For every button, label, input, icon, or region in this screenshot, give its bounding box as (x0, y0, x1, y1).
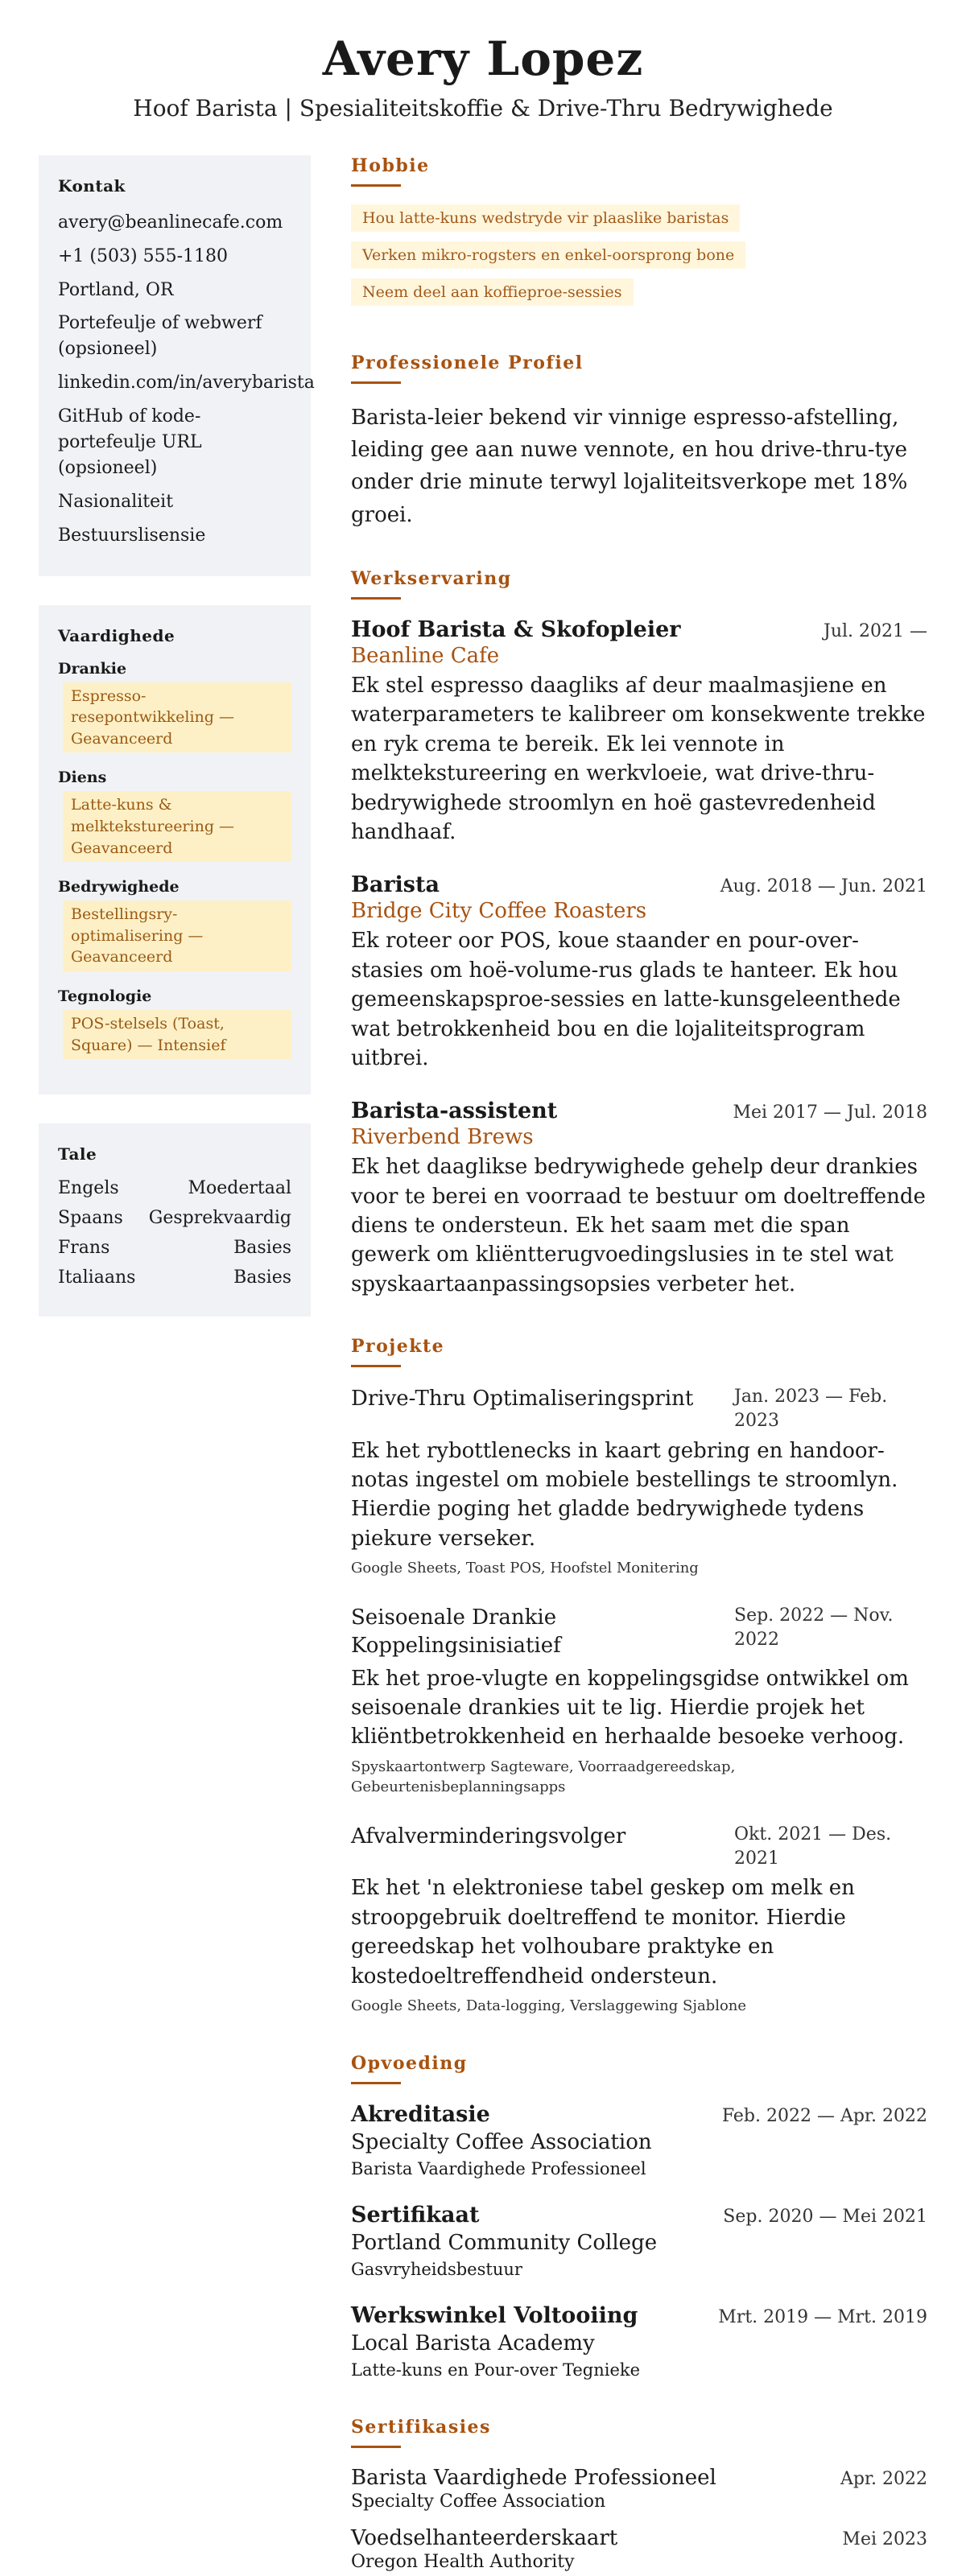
education-date: Mrt. 2019 — Mrt. 2019 (718, 2307, 927, 2328)
skill-tag: Latte-kuns & melktekstureering — Geavanceerd (63, 791, 291, 862)
education-school: Specialty Coffee Association (351, 2130, 652, 2155)
project-tools: Spyskaartontwerp Sagteware, Voorraadgereedskap, Gebeurtenisbeplanningsapps (351, 1758, 736, 1795)
experience-section (351, 568, 927, 1299)
skill-tag: Espresso-resepontwikkeling — Geavanceerd (63, 682, 291, 753)
skill-tag: Bestellingsry-optimalisering — Geavanceerd (63, 901, 291, 971)
education-note: Gasvryheidsbestuur (351, 2260, 522, 2280)
profile-section (351, 352, 927, 531)
section-title: Professionele Profiel (351, 352, 584, 373)
hobby-tag: Neem deel aan koffieproe-sessies (351, 278, 634, 306)
resume-header (0, 0, 966, 122)
job-date: Aug. 2018 — Jun. 2021 (720, 876, 927, 897)
skill-group (58, 769, 291, 862)
certification-name: Barista Vaardighede Professioneel (351, 2466, 716, 2491)
contact-location: Portland, OR (58, 279, 174, 300)
contact-card (39, 155, 315, 576)
main-content (351, 155, 927, 2576)
section-title: Sertifikasies (351, 2417, 491, 2438)
skill-tag: POS-stelsels (Toast, Square) — Intensief (63, 1010, 291, 1059)
contact-license: Bestuurslisensie (58, 525, 206, 546)
job-title: Barista-assistent (351, 1098, 558, 1124)
education-school: Portland Community College (351, 2231, 658, 2256)
job-company: Beanline Cafe (351, 643, 500, 668)
language-name: Spaans (58, 1208, 123, 1229)
language-level: Moedertaal (188, 1178, 291, 1199)
contact-linkedin[interactable]: linkedin.com/in/averybarista (58, 373, 315, 394)
hobbies-section (351, 155, 927, 315)
project-tools: Google Sheets, Data-logging, Verslaggewing Sjablone (351, 1997, 747, 2015)
education-entry (351, 2203, 927, 2279)
profile-summary: Barista-leier bekend vir vinnige espresso-afstelling, leiding gee aan nuwe vennote, en hou drive-thru-tye onder drie minute terwyl lojaliteitsverkope met 18% groei. (351, 405, 908, 527)
contact-email[interactable]: avery@beanlinecafe.com (58, 212, 283, 233)
language-name: Italiaans (58, 1267, 136, 1288)
language-row (58, 1208, 291, 1228)
skill-category: Diens (58, 769, 107, 787)
project-entry (351, 1604, 927, 1797)
hobby-tag: Hou latte-kuns wedstryde vir plaaslike baristas (351, 204, 740, 232)
skill-category: Tegnologie (58, 987, 152, 1005)
language-row (58, 1238, 291, 1258)
certification-date: Mei 2023 (842, 2529, 927, 2550)
skill-category: Drankie (58, 659, 127, 678)
certifications-section (351, 2417, 927, 2572)
hobby-tag: Verken mikro-rogsters en enkel-oorsprong bone (351, 241, 745, 269)
skill-group (58, 660, 291, 753)
job-entry (351, 1098, 927, 1299)
certification-org: Oregon Health Authority (351, 2552, 575, 2573)
job-description: Ek roteer oor POS, koue staander en pour-over-stasies om hoë-volume-rus glads te hanteer. Ek hou gemeenskapsproe-sessies en latte-kunsgeleenthede wat betrokkenheid bou en die lojaliteitsprogram uitbrei. (351, 929, 901, 1070)
skill-category: Bedrywighede (58, 878, 180, 896)
education-title: Werkswinkel Voltooiing (351, 2303, 638, 2329)
language-row (58, 1178, 291, 1198)
project-description: Ek het rybottlenecks in kaart gebring en handoor-notas ingestel om mobiele bestellings te stroomlyn. Hierdie poging het gladde bedrywighede tydens piekure verseker. (351, 1438, 898, 1551)
job-entry (351, 872, 927, 1073)
section-title: Projekte (351, 1336, 445, 1358)
project-entry (351, 1823, 927, 2016)
languages-card (39, 1123, 311, 1317)
job-date: Mei 2017 — Jul. 2018 (733, 1103, 927, 1123)
resume-layout (0, 155, 966, 2576)
section-title: Werkservaring (351, 567, 512, 589)
section-divider (351, 1365, 401, 1367)
contact-nationality: Nasionaliteit (58, 491, 174, 512)
language-name: Frans (58, 1238, 110, 1259)
languages-title: Tale (58, 1144, 97, 1164)
project-title: Afvalverminderingsvolger (351, 1824, 626, 1849)
education-section (351, 2053, 927, 2380)
section-divider (351, 381, 401, 384)
project-description: Ek het proe-vlugte en koppelingsgidse ontwikkel om seisoenale drankies uit te lig. Hierdie projek het kliëntbetrokkenheid en herhaalde besoeke verhoog. (351, 1666, 909, 1750)
education-title: Akreditasie (351, 2102, 490, 2128)
project-entry (351, 1385, 927, 1578)
job-company: Bridge City Coffee Roasters (351, 899, 647, 924)
section-divider (351, 597, 401, 600)
candidate-subtitle: Hoof Barista | Spesialiteitskoffie & Drive-Thru Bedrywighede (133, 94, 833, 122)
contact-portfolio: Portefeulje of webwerf (opsioneel) (58, 313, 262, 360)
job-description: Ek het daaglikse bedrywighede gehelp deur drankies voor te berei en voorraad te bestuur om doeltreffende diens te ondersteun. Ek het saam met die span gewerk om kliëntterugvoedingslusies in te stel wat spyskaartaanpassingsopsies verbeter het. (351, 1155, 926, 1296)
education-entry (351, 2303, 927, 2380)
contact-title: Kontak (58, 175, 126, 196)
job-title: Hoof Barista & Skofopleier (351, 616, 681, 642)
certification-name: Voedselhanteerderskaart (351, 2526, 618, 2551)
project-title: Seisoenale Drankie Koppelingsinisiatief (351, 1605, 561, 1659)
project-title: Drive-Thru Optimaliseringsprint (351, 1387, 694, 1412)
candidate-name: Avery Lopez (322, 31, 644, 86)
education-note: Barista Vaardighede Professioneel (351, 2159, 646, 2179)
education-entry (351, 2102, 927, 2178)
project-date: Jan. 2023 — Feb. 2023 (734, 1387, 888, 1431)
project-date: Sep. 2022 — Nov. 2022 (734, 1605, 894, 1651)
language-name: Engels (58, 1178, 119, 1199)
certification-entry (351, 2526, 927, 2572)
section-divider (351, 2446, 401, 2448)
job-date: Jul. 2021 — (824, 620, 927, 641)
job-company: Riverbend Brews (351, 1125, 534, 1150)
project-tools: Google Sheets, Toast POS, Hoofstel Monitering (351, 1560, 699, 1577)
section-title: Opvoeding (351, 2053, 468, 2075)
language-level: Basies (233, 1238, 291, 1259)
contact-phone: +1 (503) 555-1180 (58, 245, 228, 266)
sidebar (39, 155, 315, 2576)
education-title: Sertifikaat (351, 2203, 480, 2228)
education-note: Latte-kuns en Pour-over Tegnieke (351, 2360, 641, 2380)
certification-org: Specialty Coffee Association (351, 2492, 606, 2512)
job-title: Barista (351, 872, 440, 898)
skill-group (58, 987, 291, 1059)
skills-card (39, 605, 311, 1095)
project-description: Ek het 'n elektroniese tabel geskep om melk en stroopgebruik doeltreffend te monitor. Hierdie gereedskap het volhoubare praktyke en kostedoeltreffendheid ondersteun. (351, 1876, 855, 1989)
section-title: Hobbie (351, 155, 430, 176)
certification-date: Apr. 2022 (840, 2469, 927, 2490)
projects-section (351, 1336, 927, 2016)
education-date: Feb. 2022 — Apr. 2022 (721, 2106, 927, 2127)
language-row (58, 1267, 291, 1288)
section-divider (351, 2082, 401, 2084)
section-divider (351, 184, 401, 187)
project-date: Okt. 2021 — Des. 2021 (734, 1824, 892, 1869)
education-date: Sep. 2020 — Mei 2021 (723, 2207, 927, 2228)
job-description: Ek stel espresso daagliks af deur maalmasjiene en waterparameters te kalibreer om konsekwente trekke en ryk crema te bereik. Ek lei vennote in melktekstureering en werkvloeie, wat drive-thru-bedrywighede stroomlyn en hoë gastevredenheid handhaaf. (351, 673, 926, 844)
education-school: Local Barista Academy (351, 2331, 595, 2356)
certification-entry (351, 2466, 927, 2512)
skills-title: Vaardighede (58, 625, 175, 645)
language-level: Gesprekvaardig (148, 1208, 291, 1229)
contact-github: GitHub of kode-portefeulje URL (opsioneel) (58, 406, 202, 478)
skill-group (58, 878, 291, 971)
language-level: Basies (233, 1267, 291, 1288)
job-entry (351, 617, 927, 847)
